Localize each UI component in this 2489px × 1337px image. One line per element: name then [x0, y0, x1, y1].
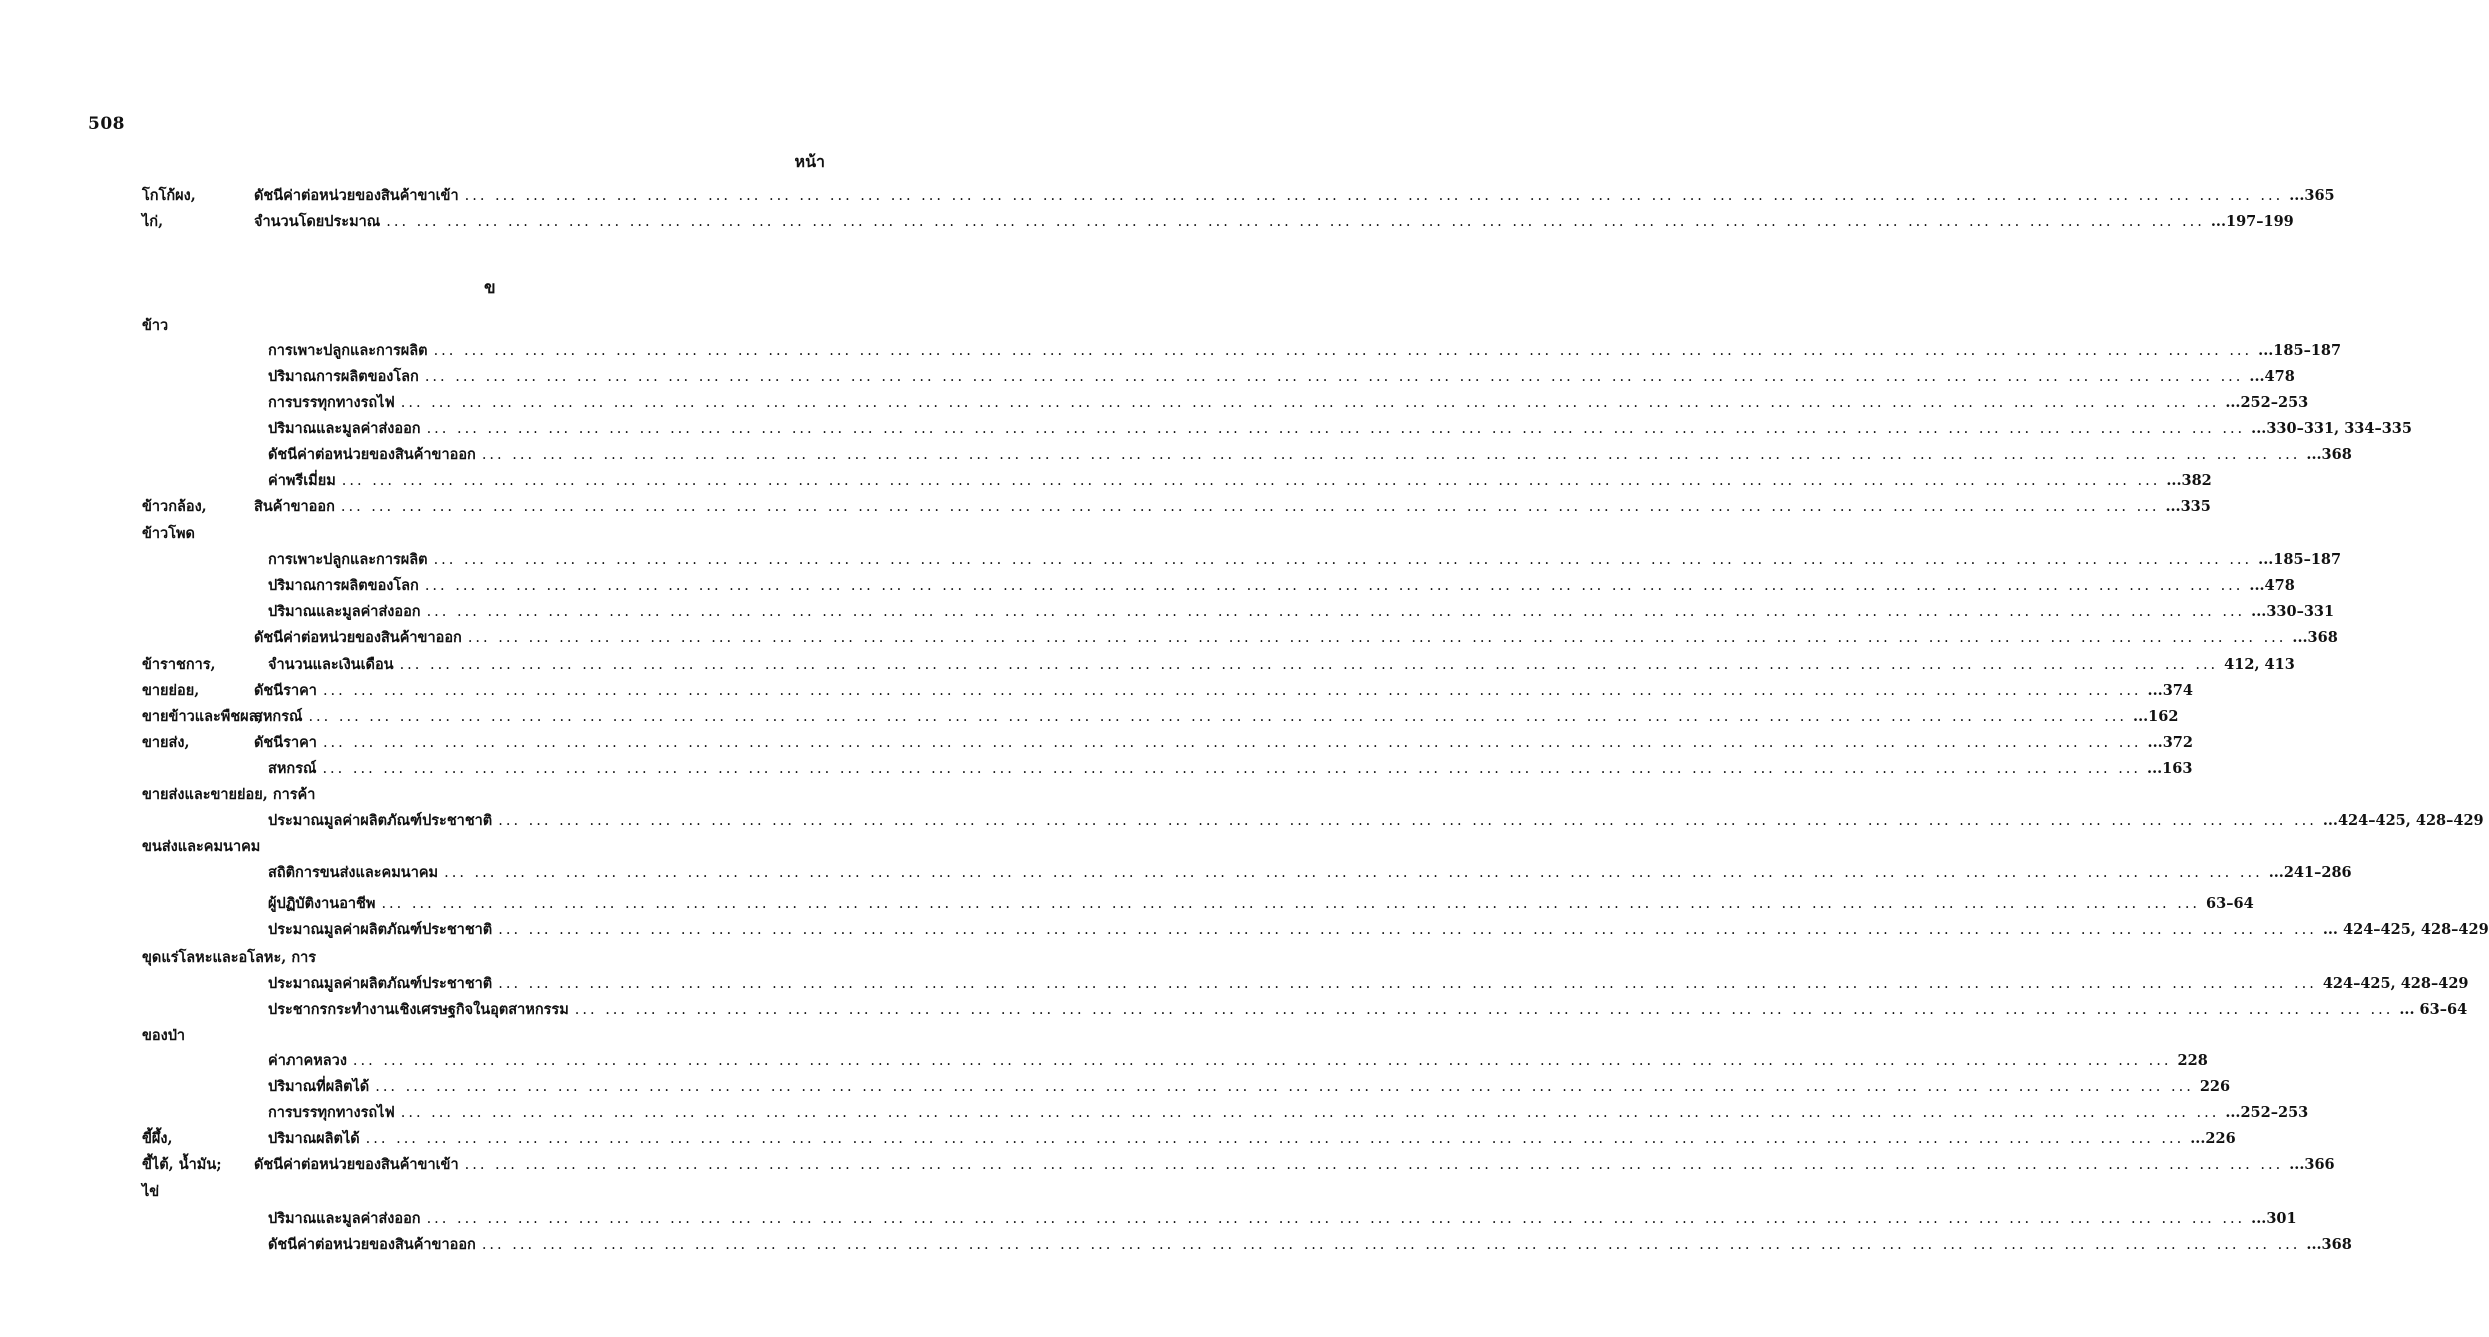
- index-entry: [268, 809, 2484, 832]
- index-page-ref: ...252–253: [2225, 394, 2309, 411]
- index-page-ref: ...330–331: [2251, 603, 2335, 620]
- index-row: [0, 757, 2193, 783]
- index-row: [0, 210, 2294, 236]
- index-row: [0, 1207, 2297, 1233]
- index-row: [0, 391, 2309, 417]
- index-entry: [254, 210, 2294, 233]
- index-page-ref: ...252–253: [2225, 1104, 2309, 1121]
- index-term: ขนส่งและคมนาคม: [142, 838, 261, 855]
- dot-leader: ... ... ... ... ... ... ... ... ... ... ... ... ... ... ... ... ... ... ... ... ... ... ... ... ... ... ... ... ... ... ... ... ... ... ... ... ... ... ... ... ... ... ... ... ... ... ... ... ... ... ... ... ... ... ... ... ... ... ... ...: [433, 343, 2253, 359]
- index-row: [0, 1233, 2352, 1259]
- index-row: [0, 522, 941, 548]
- index-term: ขายส่ง,: [142, 734, 190, 751]
- dot-leader: ... ... ... ... ... ... ... ... ... ... ... ... ... ... ... ... ... ... ... ... ... ... ... ... ... ... ... ... ... ... ... ... ... ... ... ... ... ... ... ... ... ... ... ... ... ... ... ... ... ... ... ... ... ... ... ... ... ... ... ...: [467, 630, 2287, 646]
- index-row: [0, 417, 2412, 443]
- index-page-ref: ...382: [2166, 472, 2212, 489]
- index-page-ref: ...226: [2190, 1130, 2236, 1147]
- index-page-ref: ...241–286: [2268, 864, 2352, 881]
- index-subentry-label: ประมาณมูลค่าผลิตภัณฑ์ประชาชาติ: [268, 921, 493, 938]
- dot-leader: ... ... ... ... ... ... ... ... ... ... ... ... ... ... ... ... ... ... ... ... ... ... ... ... ... ... ... ... ... ... ... ... ... ... ... ... ... ... ... ... ... ... ... ... ... ... ... ... ... ... ... ... ... ... ... ... ... ... ... ...: [426, 421, 2246, 437]
- index-page-ref: ...301: [2251, 1210, 2297, 1227]
- index-page-ref: 63–64: [2206, 895, 2254, 912]
- index-subentry-label: ปริมาณและมูลค่าส่งออก: [268, 1210, 421, 1227]
- index-subentry-label: ผู้ปฏิบัติงานอาชีพ: [268, 895, 376, 912]
- dot-leader: ... ... ... ... ... ... ... ... ... ... ... ... ... ... ... ... ... ... ... ... ... ... ... ... ... ... ... ... ... ... ... ... ... ... ... ... ... ... ... ... ... ... ... ... ... ... ... ... ... ... ... ... ... ... ... ... ... ... ... ...: [433, 552, 2253, 568]
- index-row: [0, 1101, 2309, 1127]
- dot-leader: ... ... ... ... ... ... ... ... ... ... ... ... ... ... ... ... ... ... ... ... ... ... ... ... ... ... ... ... ... ... ... ... ... ... ... ... ... ... ... ... ... ... ... ... ... ... ... ... ... ... ... ... ... ... ... ... ... ... ... ...: [400, 1105, 2220, 1121]
- index-entry: [268, 1207, 2297, 1230]
- index-subentry-label: ดัชนีค่าต่อหน่วยของสินค้าขาเข้า: [254, 187, 459, 204]
- dot-leader: ... ... ... ... ... ... ... ... ... ... ... ... ... ... ... ... ... ... ... ... ... ... ... ... ... ... ... ... ... ... ... ... ... ... ... ... ... ... ... ... ... ... ... ... ... ... ... ... ... ... ... ... ... ... ... ... ... ... ... ...: [424, 578, 2244, 594]
- index-entry: [268, 443, 2352, 466]
- index-entry: [254, 679, 2193, 702]
- index-subentry-label: การบรรทุกทางรถไฟ: [268, 1104, 395, 1121]
- index-term: ข้าราชการ,: [142, 656, 216, 673]
- index-row: [0, 918, 2489, 944]
- index-page-ref: ...162: [2133, 708, 2179, 725]
- index-subentry-label: ประมาณมูลค่าผลิตภัณฑ์ประชาชาติ: [268, 975, 493, 992]
- index-subentry-label: ปริมาณและมูลค่าส่งออก: [268, 603, 421, 620]
- index-row: [0, 892, 2254, 918]
- index-entry: [254, 1153, 2335, 1176]
- index-entry: [268, 417, 2412, 440]
- index-row: [0, 1180, 941, 1206]
- column-header: หน้า: [794, 152, 825, 171]
- index-page-ref: ...335: [2165, 498, 2211, 515]
- dot-leader: ... ... ... ... ... ... ... ... ... ... ... ... ... ... ... ... ... ... ... ... ... ... ... ... ... ... ... ... ... ... ... ... ... ... ... ... ... ... ... ... ... ... ... ... ... ... ... ... ... ... ... ... ... ... ... ... ... ... ... ...: [464, 188, 2284, 204]
- index-entry: [268, 1075, 2231, 1098]
- index-page-ref: ...368: [2292, 629, 2338, 646]
- index-entry: [268, 998, 2468, 1021]
- index-entry: [268, 1233, 2352, 1256]
- index-row: [0, 314, 941, 340]
- index-entry: [268, 600, 2335, 623]
- index-subentry-label: การเพาะปลูกและการผลิต: [268, 551, 428, 568]
- page-number: 508: [88, 114, 125, 134]
- index-term: ขุดแร่โลหะและอโลหะ, การ: [142, 949, 317, 966]
- dot-leader: ... ... ... ... ... ... ... ... ... ... ... ... ... ... ... ... ... ... ... ... ... ... ... ... ... ... ... ... ... ... ... ... ... ... ... ... ... ... ... ... ... ... ... ... ... ... ... ... ... ... ... ... ... ... ... ... ... ... ... ...: [426, 604, 2246, 620]
- index-term: ขายข้าวและพืชผล,: [142, 708, 263, 725]
- index-subentry-label: ประมาณมูลค่าผลิตภัณฑ์ประชาชาติ: [268, 812, 493, 829]
- index-term: ข้าวโพด: [142, 525, 195, 542]
- index-row: [0, 835, 941, 861]
- index-subentry-label: ปริมาณผลิตได้: [268, 1130, 360, 1147]
- dot-leader: ... ... ... ... ... ... ... ... ... ... ... ... ... ... ... ... ... ... ... ... ... ... ... ... ... ... ... ... ... ... ... ... ... ... ... ... ... ... ... ... ... ... ... ... ... ... ... ... ... ... ... ... ... ... ... ... ... ... ... ...: [322, 683, 2142, 699]
- index-subentry-label: จำนวนโดยประมาณ: [254, 213, 381, 230]
- section-letter: ข: [484, 278, 496, 298]
- dot-leader: ... ... ... ... ... ... ... ... ... ... ... ... ... ... ... ... ... ... ... ... ... ... ... ... ... ... ... ... ... ... ... ... ... ... ... ... ... ... ... ... ... ... ... ... ... ... ... ... ... ... ... ... ... ... ... ... ... ... ... ...: [381, 896, 2201, 912]
- index-page-ref: ...424–425, 428–429: [2322, 812, 2484, 829]
- index-entry: [254, 626, 2338, 649]
- index-entry: [268, 548, 2342, 571]
- index-row: [0, 1049, 2208, 1075]
- index-entry: [268, 861, 2352, 884]
- dot-leader: ... ... ... ... ... ... ... ... ... ... ... ... ... ... ... ... ... ... ... ... ... ... ... ... ... ... ... ... ... ... ... ... ... ... ... ... ... ... ... ... ... ... ... ... ... ... ... ... ... ... ... ... ... ... ... ... ... ... ... ...: [481, 1237, 2301, 1253]
- index-row: [0, 861, 2352, 887]
- index-row: [0, 783, 941, 809]
- dot-leader: ... ... ... ... ... ... ... ... ... ... ... ... ... ... ... ... ... ... ... ... ... ... ... ... ... ... ... ... ... ... ... ... ... ... ... ... ... ... ... ... ... ... ... ... ... ... ... ... ... ... ... ... ... ... ... ... ... ... ... ...: [399, 657, 2219, 673]
- index-page-ref: 226: [2199, 1078, 2231, 1095]
- index-row: [0, 184, 2335, 210]
- dot-leader: ... ... ... ... ... ... ... ... ... ... ... ... ... ... ... ... ... ... ... ... ... ... ... ... ... ... ... ... ... ... ... ... ... ... ... ... ... ... ... ... ... ... ... ... ... ... ... ... ... ... ... ... ... ... ... ... ... ... ... ...: [426, 1211, 2246, 1227]
- index-entry: [254, 495, 2211, 518]
- index-term: โกโก้ผง,: [142, 187, 196, 204]
- index-row: [0, 705, 2179, 731]
- index-page-ref: ...372: [2147, 734, 2193, 751]
- index-subentry-label: จำนวนและเงินเดือน: [268, 656, 394, 673]
- index-entry: [268, 1101, 2309, 1124]
- dot-leader: ... ... ... ... ... ... ... ... ... ... ... ... ... ... ... ... ... ... ... ... ... ... ... ... ... ... ... ... ... ... ... ... ... ... ... ... ... ... ... ... ... ... ... ... ... ... ... ... ... ... ... ... ... ... ... ... ... ... ... ...: [322, 761, 2142, 777]
- index-term: ขายส่งและขายย่อย, การค้า: [142, 786, 316, 803]
- dot-leader: ... ... ... ... ... ... ... ... ... ... ... ... ... ... ... ... ... ... ... ... ... ... ... ... ... ... ... ... ... ... ... ... ... ... ... ... ... ... ... ... ... ... ... ... ... ... ... ... ... ... ... ... ... ... ... ... ... ... ... ...: [498, 922, 2317, 938]
- dot-leader: ... ... ... ... ... ... ... ... ... ... ... ... ... ... ... ... ... ... ... ... ... ... ... ... ... ... ... ... ... ... ... ... ... ... ... ... ... ... ... ... ... ... ... ... ... ... ... ... ... ... ... ... ... ... ... ... ... ... ... ...: [424, 369, 2244, 385]
- index-page-ref: ... 63–64: [2399, 1001, 2468, 1018]
- dot-leader: ... ... ... ... ... ... ... ... ... ... ... ... ... ... ... ... ... ... ... ... ... ... ... ... ... ... ... ... ... ... ... ... ... ... ... ... ... ... ... ... ... ... ... ... ... ... ... ... ... ... ... ... ... ... ... ... ... ... ... ...: [375, 1079, 2194, 1095]
- index-row: [0, 731, 2193, 757]
- index-entry: [268, 972, 2469, 995]
- index-row: [0, 548, 2342, 574]
- dot-leader: ... ... ... ... ... ... ... ... ... ... ... ... ... ... ... ... ... ... ... ... ... ... ... ... ... ... ... ... ... ... ... ... ... ... ... ... ... ... ... ... ... ... ... ... ... ... ... ... ... ... ... ... ... ... ... ... ... ... ... ...: [444, 865, 2263, 881]
- index-page-ref: 228: [2177, 1052, 2208, 1069]
- index-row: [0, 998, 2468, 1024]
- index-entry: [268, 918, 2489, 941]
- index-subentry-label: ปริมาณที่ผลิตได้: [268, 1078, 370, 1095]
- index-subentry-label: การบรรทุกทางรถไฟ: [268, 394, 395, 411]
- dot-leader: ... ... ... ... ... ... ... ... ... ... ... ... ... ... ... ... ... ... ... ... ... ... ... ... ... ... ... ... ... ... ... ... ... ... ... ... ... ... ... ... ... ... ... ... ... ... ... ... ... ... ... ... ... ... ... ... ... ... ... ...: [400, 395, 2220, 411]
- index-subentry-label: ดัชนีค่าต่อหน่วยของสินค้าขาออก: [268, 446, 476, 463]
- index-subentry-label: ดัชนีค่าต่อหน่วยของสินค้าขาออก: [268, 1236, 476, 1253]
- index-entry: [254, 731, 2193, 754]
- index-row: [0, 1024, 941, 1050]
- index-subentry-label: ค่าพรีเมี่ยม: [268, 472, 336, 489]
- index-row: [0, 600, 2335, 626]
- index-entry: [268, 757, 2193, 780]
- index-row: [0, 809, 2484, 835]
- index-term: ของป่า: [142, 1027, 186, 1044]
- dot-leader: ... ... ... ... ... ... ... ... ... ... ... ... ... ... ... ... ... ... ... ... ... ... ... ... ... ... ... ... ... ... ... ... ... ... ... ... ... ... ... ... ... ... ... ... ... ... ... ... ... ... ... ... ... ... ... ... ... ... ... ...: [386, 214, 2205, 230]
- dot-leader: ... ... ... ... ... ... ... ... ... ... ... ... ... ... ... ... ... ... ... ... ... ... ... ... ... ... ... ... ... ... ... ... ... ... ... ... ... ... ... ... ... ... ... ... ... ... ... ... ... ... ... ... ... ... ... ... ... ... ... ...: [308, 709, 2128, 725]
- index-term: ไก่,: [142, 213, 164, 230]
- index-term: ขี้ไต้, น้ำมัน;: [142, 1156, 222, 1173]
- dot-leader: ... ... ... ... ... ... ... ... ... ... ... ... ... ... ... ... ... ... ... ... ... ... ... ... ... ... ... ... ... ... ... ... ... ... ... ... ... ... ... ... ... ... ... ... ... ... ... ... ... ... ... ... ... ... ... ... ... ... ... ...: [464, 1157, 2284, 1173]
- index-subentry-label: ดัชนีราคา: [254, 734, 317, 751]
- index-page-ref: 424–425, 428–429: [2322, 975, 2469, 992]
- index-subentry-label: ปริมาณและมูลค่าส่งออก: [268, 420, 421, 437]
- index-page-ref: ...368: [2306, 1236, 2352, 1253]
- index-row: [0, 626, 2338, 652]
- index-entry: [268, 1049, 2208, 1072]
- index-row: [0, 1127, 2236, 1153]
- index-subentry-label: ดัชนีค่าต่อหน่วยของสินค้าขาออก: [254, 629, 462, 646]
- index-row: [0, 679, 2193, 705]
- index-row: [0, 495, 2211, 521]
- index-row: [0, 365, 2295, 391]
- index-page-ref: ...374: [2147, 682, 2193, 699]
- dot-leader: ... ... ... ... ... ... ... ... ... ... ... ... ... ... ... ... ... ... ... ... ... ... ... ... ... ... ... ... ... ... ... ... ... ... ... ... ... ... ... ... ... ... ... ... ... ... ... ... ... ... ... ... ... ... ... ... ... ... ... ...: [340, 499, 2160, 515]
- index-row: [0, 1075, 2231, 1101]
- index-row: [0, 972, 2469, 998]
- index-entry: [268, 365, 2295, 388]
- index-entry: [268, 574, 2295, 597]
- index-subentry-label: สหกรณ์: [268, 760, 317, 777]
- index-row: [0, 339, 2342, 365]
- dot-leader: ... ... ... ... ... ... ... ... ... ... ... ... ... ... ... ... ... ... ... ... ... ... ... ... ... ... ... ... ... ... ... ... ... ... ... ... ... ... ... ... ... ... ... ... ... ... ... ... ... ... ... ... ... ... ... ... ... ... ... ...: [498, 976, 2317, 992]
- index-subentry-label: ปริมาณการผลิตของโลก: [268, 368, 419, 385]
- index-row: [0, 946, 941, 972]
- index-page-ref: ...163: [2147, 760, 2193, 777]
- index-row: [0, 443, 2352, 469]
- index-entry: [254, 184, 2335, 207]
- dot-leader: ... ... ... ... ... ... ... ... ... ... ... ... ... ... ... ... ... ... ... ... ... ... ... ... ... ... ... ... ... ... ... ... ... ... ... ... ... ... ... ... ... ... ... ... ... ... ... ... ... ... ... ... ... ... ... ... ... ... ... ...: [352, 1053, 2172, 1069]
- dot-leader: ... ... ... ... ... ... ... ... ... ... ... ... ... ... ... ... ... ... ... ... ... ... ... ... ... ... ... ... ... ... ... ... ... ... ... ... ... ... ... ... ... ... ... ... ... ... ... ... ... ... ... ... ... ... ... ... ... ... ... ...: [341, 473, 2161, 489]
- dot-leader: ... ... ... ... ... ... ... ... ... ... ... ... ... ... ... ... ... ... ... ... ... ... ... ... ... ... ... ... ... ... ... ... ... ... ... ... ... ... ... ... ... ... ... ... ... ... ... ... ... ... ... ... ... ... ... ... ... ... ... ...: [322, 735, 2142, 751]
- index-row: [0, 1153, 2335, 1179]
- index-entry: [268, 469, 2212, 492]
- index-term: ขายย่อย,: [142, 682, 200, 699]
- index-row: [0, 469, 2212, 495]
- dot-leader: ... ... ... ... ... ... ... ... ... ... ... ... ... ... ... ... ... ... ... ... ... ... ... ... ... ... ... ... ... ... ... ... ... ... ... ... ... ... ... ... ... ... ... ... ... ... ... ... ... ... ... ... ... ... ... ... ... ... ... ...: [481, 447, 2301, 463]
- index-subentry-label: ดัชนีราคา: [254, 682, 317, 699]
- index-entry: [268, 653, 2295, 676]
- index-subentry-label: ดัชนีค่าต่อหน่วยของสินค้าขาเข้า: [254, 1156, 459, 1173]
- index-subentry-label: สถิติการขนส่งและคมนาคม: [268, 864, 439, 881]
- dot-leader: ... ... ... ... ... ... ... ... ... ... ... ... ... ... ... ... ... ... ... ... ... ... ... ... ... ... ... ... ... ... ... ... ... ... ... ... ... ... ... ... ... ... ... ... ... ... ... ... ... ... ... ... ... ... ... ... ... ... ... ...: [498, 813, 2317, 829]
- index-page-ref: 412, 413: [2224, 656, 2295, 673]
- index-row: [0, 574, 2295, 600]
- index-page-ref: ...365: [2289, 187, 2335, 204]
- index-term: ข้าวกล้อง,: [142, 498, 207, 515]
- index-subentry-label: ค่าภาคหลวง: [268, 1052, 347, 1069]
- index-page-ref: ...197–199: [2210, 213, 2294, 230]
- index-entry: [268, 1127, 2236, 1150]
- index-page-ref: ...478: [2249, 368, 2295, 385]
- index-subentry-label: การเพาะปลูกและการผลิต: [268, 342, 428, 359]
- index-term: ขี้ผึ้ง,: [142, 1130, 173, 1147]
- index-page-ref: ...366: [2289, 1156, 2335, 1173]
- index-page-ref: ...478: [2249, 577, 2295, 594]
- index-term: ข้าว: [142, 317, 169, 334]
- index-page-ref: ...330–331, 334–335: [2251, 420, 2412, 437]
- index-entry: [268, 391, 2309, 414]
- index-subentry-label: ปริมาณการผลิตของโลก: [268, 577, 419, 594]
- index-page-ref: ... 424–425, 428–429: [2322, 921, 2489, 938]
- index-row: [0, 653, 2295, 679]
- index-entry: [254, 705, 2179, 728]
- index-subentry-label: สินค้าขาออก: [254, 498, 335, 515]
- index-page-ref: ...368: [2306, 446, 2352, 463]
- dot-leader: ... ... ... ... ... ... ... ... ... ... ... ... ... ... ... ... ... ... ... ... ... ... ... ... ... ... ... ... ... ... ... ... ... ... ... ... ... ... ... ... ... ... ... ... ... ... ... ... ... ... ... ... ... ... ... ... ... ... ... ...: [365, 1131, 2185, 1147]
- index-subentry-label: ประชากรกระทำงานเชิงเศรษฐกิจในอุตสาหกรรม: [268, 1001, 569, 1018]
- dot-leader: ... ... ... ... ... ... ... ... ... ... ... ... ... ... ... ... ... ... ... ... ... ... ... ... ... ... ... ... ... ... ... ... ... ... ... ... ... ... ... ... ... ... ... ... ... ... ... ... ... ... ... ... ... ... ... ... ... ... ... ...: [574, 1002, 2394, 1018]
- index-entry: [268, 339, 2342, 362]
- index-term: ไข่: [142, 1183, 160, 1200]
- index-page-ref: ...185–187: [2258, 342, 2342, 359]
- index-subentry-label: สหกรณ์: [254, 708, 303, 725]
- index-page-ref: ...185–187: [2258, 551, 2342, 568]
- index-entry: [268, 892, 2254, 915]
